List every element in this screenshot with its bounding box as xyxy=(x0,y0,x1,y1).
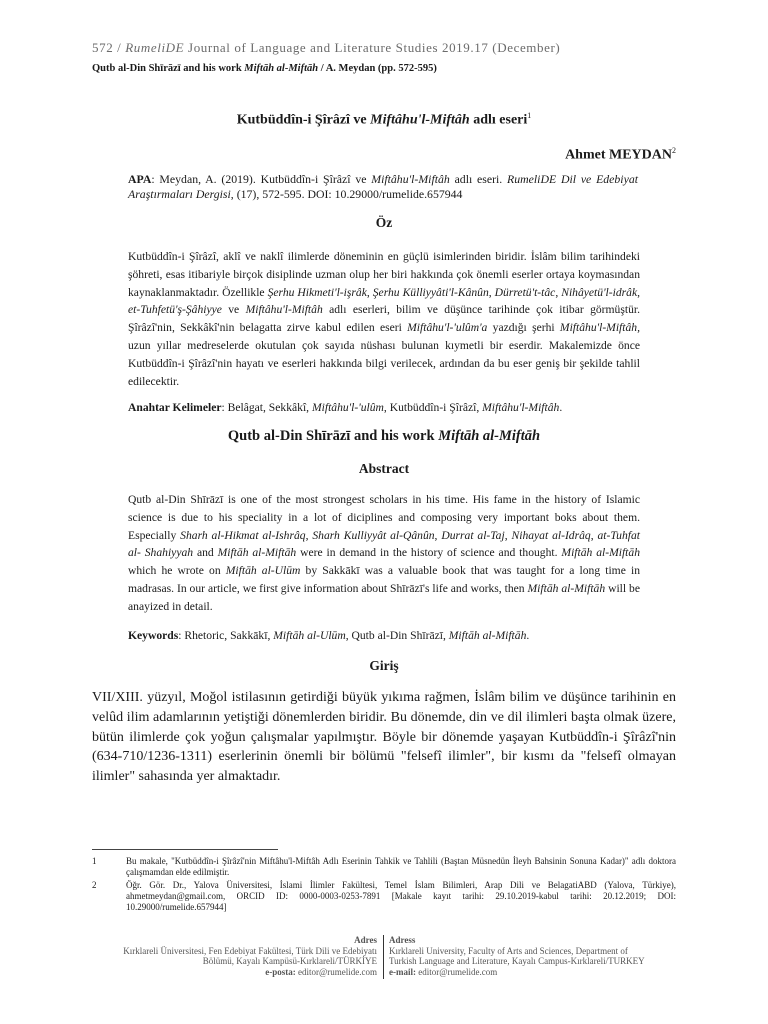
journal-issue: Journal of Language and Literature Studies 2019.17 (December) xyxy=(184,40,561,55)
footnote-divider xyxy=(92,849,278,850)
english-title: Qutb al-Din Shīrāzī and his work Miftāh al-Miftāh xyxy=(227,428,541,444)
footer-email-link[interactable]: editor@rumelide.com xyxy=(416,966,498,977)
footnote-2: 2 Öğr. Gör. Dr., Yalova Üniversitesi, İslami İlimler Fakültesi, Temel İslam Bilimleri, Arap Dili ve BelagatiABD (Yalova, Türkiye), ahmetmeydan@gmail.com, ORCID ID: 0000-0003-0253-7891 [Makale kayıt tarihi: 29.10.2019-kabul tarihi: 20.12.2019; DOI: 10.29000/rumelide.657944] xyxy=(92,880,676,912)
journal-name: RumeliDE xyxy=(125,40,185,55)
footnote-ref-1[interactable]: 1 xyxy=(527,111,532,120)
abstract-heading: Abstract xyxy=(358,461,410,476)
journal-header: 572 / RumeliDE Journal of Language and Literature Studies 2019.17 (December) xyxy=(92,40,561,55)
giris-heading: Giriş xyxy=(369,658,399,673)
footer-email-link[interactable]: editor@rumelide.com xyxy=(295,966,377,977)
abstract-paragraph: Qutb al-Din Shīrāzī is one of the most strongest scholars in his time. His fame in the history of Islamic science is due to his speciality in a lot of diciplines and composing very important boks about them. Especially Sharh al-Hikmat al-Ishrâq, Sharh Kulliyyât al-Qânûn, Durrat al-Taj, Nihayat al-Idrâq, at-Tuhfat al- Shahiyyah and Miftāh al-Miftāh were in demand in the history of science and thought. Miftāh al-Miftāh which he wrote on Miftāh al-Ulūm by Sakkākī was a valuable book that was taught for a long time in madrasas. In our article, we first give information about Shīrāzī's life and works, then Miftāh al-Miftāh will be anayized in detail. xyxy=(128,493,641,613)
oz-paragraph: Kutbüddîn-i Şîrâzî, aklî ve naklî ilimlerde döneminin en güçlü isimlerinden biridir. İslâm bilim tarihindeki şöhreti, esas itibariyle birçok disiplinde uzman olup her biri hakkında çok önemli eserler ortaya koymasından kaynaklanmaktadır. Özellikle Şerhu Hikmeti'l-işrâk, Şerhu Külliyyâti'l-Kânûn, Dürretü't-tâc, Nihâyetü'l-idrâk, et-Tuhfetü'ş-Şâhiyye ve Miftâhu'l-Miftâh adlı eserleri, bilim ve düşünce tarihinde çok itibar görmüştür. Şîrâzî'nin, Sekkâkî'nin belagatta zirve kabul edilen eseri Miftâhu'l-'ulûm'a yazdığı şerhi Miftâhu'l-Miftâh, uzun yıllar medreselerde okutulan çok sayıda nüshası bulunan kıymetli bir eserdir. Makalemizde önce Kutbüddîn-i Şîrâzî'nin hayatı ve eserleri hakkında bilgi verilecek, ardından da bu eser geniş bir şekilde tahlil edilecektir. xyxy=(128,250,641,388)
oz-heading: Öz xyxy=(375,215,393,230)
author-name: Ahmet MEYDAN$^2$ xyxy=(565,146,676,163)
footnote-1: 1 Bu makale, "Kutbüddîn-i Şîrâzî'nin Miftâhu'l-Miftâh Adlı Eserinin Tahkik ve Tahlili (Baştan Müsnedün İleyh Bahsinin Sonuna Kadar)" adlı doktora çalışmamdan elde edilmiştir. xyxy=(92,856,676,877)
keywords-en: Keywords: Rhetoric, Sakkākī, Miftāh al-Ulūm, Qutb al-Din Shīrāzī, Miftāh al-Miftāh. xyxy=(128,629,530,642)
footnote-ref-2[interactable]: 2 xyxy=(672,146,676,155)
giris-paragraph: VII/XIII. yüzyıl, Moğol istilasının getirdiği büyük yıkıma rağmen, İslâm bilim ve düşünce tarihinin en velûd ilim adamlarının yetiştiği dönemlerden biridir. Bu dönemde, din ve dil ilimleri başta olmak üzere, bütün ilimlerde çok yoğun çalışmalar yapılmıştır. Böyle bir dönemde yaşayan Kutbüddîn-i Şîrâzî'nin (634-710/1236-1311) eserlerinin önemli bir bölümü "felsefî ilimler", bir kısmı da "felsefî olmayan ilimler" sahasında yer almaktadır. xyxy=(92,690,676,785)
footer-address-tr: Adres Kırklareli Üniversitesi, Fen Edebiyat Fakültesi, Türk Dili ve Edebiyatı Bölümü, Kayalı Kampüsü-Kırklareli/TÜRKİYE e-posta: editor@rumelide.com xyxy=(123,935,377,977)
keywords-tr: Anahtar Kelimeler: Belâgat, Sekkâkî, Miftâhu'l-'ulûm, Kutbüddîn-i Şîrâzî, Miftâhu'l-Miftâh. xyxy=(128,401,563,414)
footer-divider xyxy=(383,935,384,979)
article-title: Kutbüddîn-i Şîrâzî ve Miftâhu'l-Miftâh adlı eseri$^1$ xyxy=(236,111,532,128)
apa-citation: APA: Meydan, A. (2019). Kutbüddîn-i Şîrâzî ve Miftâhu'l-Miftâh adlı eseri. RumeliDE Dil ve Edebiyat Araştırmaları Dergisi, (17), 572-595. DOI: 10.29000/rumelide.657944 xyxy=(128,172,638,201)
running-title: Qutb al-Din Shīrāzī and his work Miftāh al-Miftāh / A. Meydan (pp. 572-595) xyxy=(92,63,437,74)
footer-address-en: Adress Kırklareli University, Faculty of Arts and Sciences, Department of Turkish Language and Literature, Kayalı Campus-Kırklareli/TURKEY e-mail: editor@rumelide.com xyxy=(389,935,645,977)
page-number: 572 xyxy=(92,40,114,55)
